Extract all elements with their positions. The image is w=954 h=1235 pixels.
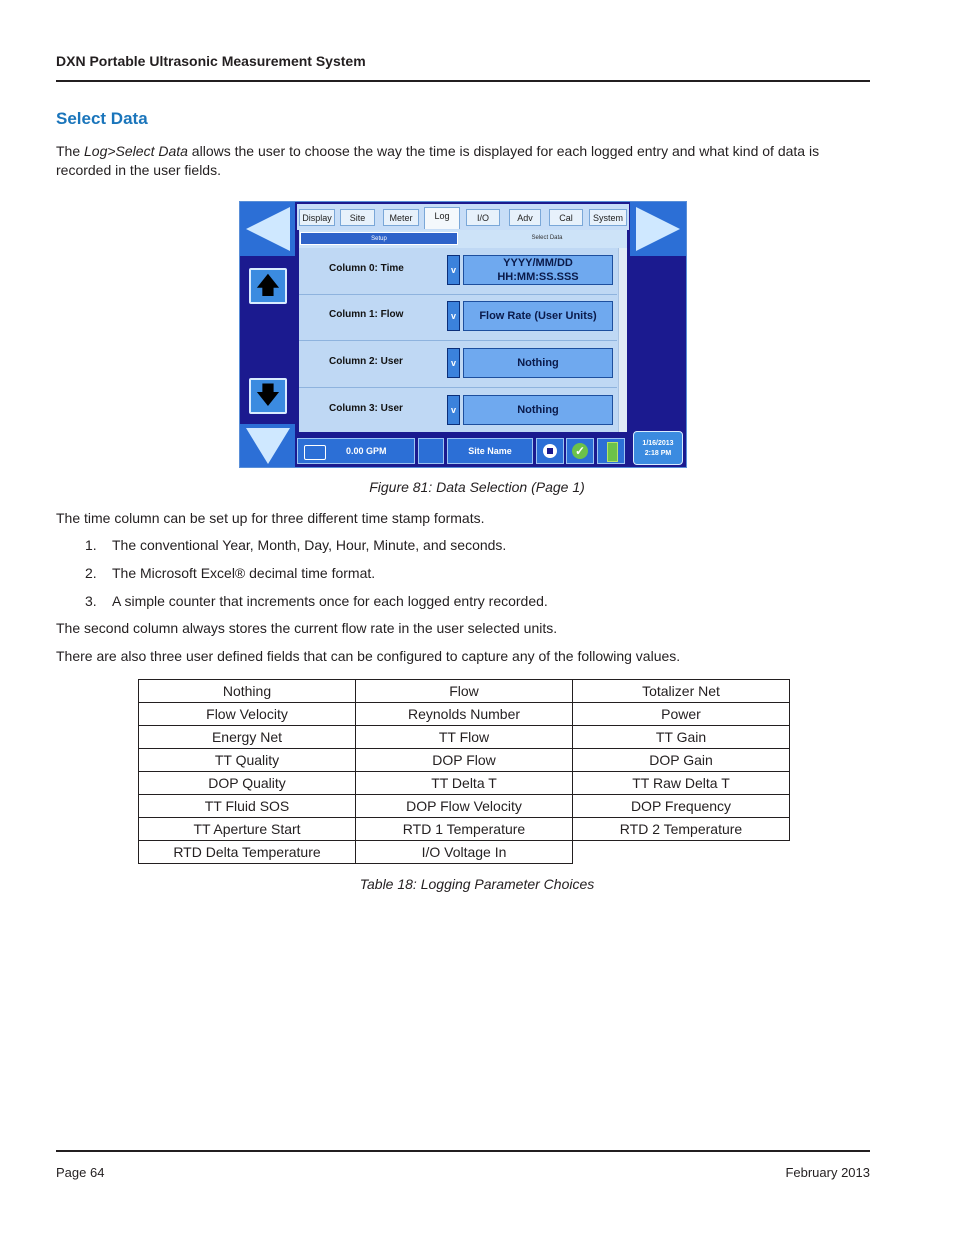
nav-down-button[interactable] [240,424,295,467]
dropdown-toggle[interactable]: v [447,255,460,285]
down-triangle-icon [246,428,290,464]
list-item: 1. The conventional Year, Month, Day, Hour, Minute, and seconds. [85,537,507,553]
right-arrow-icon [636,207,680,251]
scroll-down-button[interactable] [249,378,287,414]
dropdown-toggle[interactable]: v [447,301,460,331]
menu-tabs [297,204,629,230]
header-rule [56,80,870,82]
meter-icon [304,445,326,460]
column-value[interactable]: YYYY/MM/DD HH:MM:SS.SSS [463,255,613,285]
footer-date: February 2013 [785,1165,870,1180]
column-label: Column 3: User [329,403,403,414]
nav-right-button[interactable] [630,202,686,256]
dropdown-toggle[interactable]: v [447,395,460,425]
column-label: Column 0: Time [329,263,404,274]
stop-button[interactable] [536,438,564,464]
date-time-display[interactable] [633,431,683,465]
column-label: Column 1: Flow [329,309,404,320]
scroll-up-button[interactable] [249,268,287,304]
panel-scrollbar[interactable] [618,248,627,432]
subtab-setup[interactable]: Setup [300,232,458,245]
tab-adv[interactable]: Adv [509,209,541,226]
table-row: TT Aperture Start RTD 1 Temperature RTD 2 Temperature [139,818,790,841]
battery-button[interactable] [597,438,625,464]
user-fields-paragraph: There are also three user defined fields that can be configured to capture any of the following values. [56,648,681,664]
column-row [299,388,617,434]
page-number: Page 64 [56,1165,105,1180]
tab-site[interactable]: Site [340,209,375,226]
subtab-select-data[interactable]: Select Data [531,235,563,241]
table-row: TT Quality DOP Flow DOP Gain [139,749,790,772]
column-label: Column 2: User [329,356,403,367]
column-row [299,294,617,341]
logging-parameter-table [138,679,790,864]
site-name-readout: Site Name [447,438,533,464]
table-row: Flow Velocity Reynolds Number Power [139,703,790,726]
nav-left-button[interactable] [240,202,295,256]
left-arrow-icon [246,207,290,251]
tab-system[interactable]: System [589,209,627,226]
dropdown-toggle[interactable]: v [447,348,460,378]
list-item: 3. A simple counter that increments once for each logged entry recorded. [85,593,548,609]
section-title: Select Data [56,109,148,128]
menu-path: Log>Select Data [84,143,188,159]
tab-cal[interactable]: Cal [549,209,583,226]
status-bar [297,436,627,466]
check-button[interactable] [566,438,594,464]
tab-meter[interactable]: Meter [383,209,419,226]
column-value[interactable]: Nothing [463,395,613,425]
intro-paragraph: The Log>Select Data allows the user to choose the way the time is displayed for each logged entry and what kind of data is recorded in the user fields. [56,143,820,178]
down-arrow-icon: 🡇 [255,382,281,409]
select-data-panel [299,248,627,432]
figure-caption: Figure 81: Data Selection (Page 1) [369,479,585,495]
table-row: DOP Quality TT Delta T TT Raw Delta T [139,772,790,795]
table-row: RTD Delta Temperature I/O Voltage In [139,841,790,864]
column-value[interactable]: Flow Rate (User Units) [463,301,613,331]
battery-icon [607,442,618,462]
stop-icon [543,444,557,458]
column-row [299,341,617,388]
device-screenshot [239,201,687,468]
table-row: TT Fluid SOS DOP Flow Velocity DOP Frequency [139,795,790,818]
footer-rule [56,1150,870,1152]
check-icon: ✓ [572,443,588,459]
list-item: 2. The Microsoft Excel® decimal time format. [85,565,376,581]
flow-readout: 0.00 GPM [297,438,415,464]
table-row: Energy Net TT Flow TT Gain [139,726,790,749]
table-caption: Table 18: Logging Parameter Choices [359,876,595,892]
tab-log[interactable]: Log [424,207,460,229]
time-text: 2:18 PM [644,450,672,457]
document-header-title: DXN Portable Ultrasonic Measurement System [56,53,366,69]
column-value[interactable]: Nothing [463,348,613,378]
status-spacer [418,438,444,464]
tab-display[interactable]: Display [299,209,335,226]
second-column-paragraph: The second column always stores the current flow rate in the user selected units. [56,620,558,636]
tab-io[interactable]: I/O [466,209,500,226]
date-text: 1/16/2013 [642,440,674,447]
table-row: Nothing Flow Totalizer Net [139,680,790,703]
up-arrow-icon: 🡅 [255,272,281,299]
time-paragraph: The time column can be set up for three different time stamp formats. [56,510,485,526]
sub-tabs [299,230,627,248]
column-row [299,248,617,295]
